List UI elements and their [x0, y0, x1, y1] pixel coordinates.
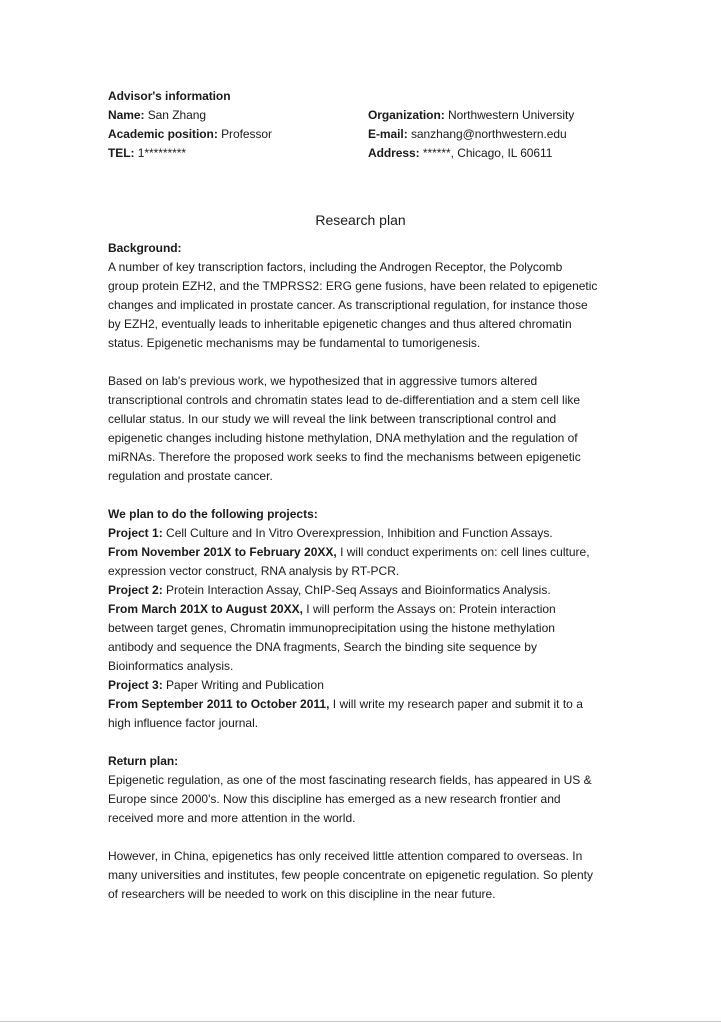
- project-1-title: Cell Culture and In Vitro Overexpression, Inhibition and Function Assays.: [162, 526, 553, 540]
- text-line: Europe since 2000's. Now this discipline has emerged as a new research frontier and: [108, 792, 561, 806]
- project-3-label: Project 3:: [108, 678, 163, 692]
- advisor-address: [368, 144, 552, 163]
- text-line: between target genes, Chromatin immunoprecipitation using the histone methylation: [108, 621, 555, 635]
- advisor-name-value: San Zhang: [144, 108, 206, 122]
- project-2-detail: I will perform the Assays on: Protein interaction: [302, 602, 556, 616]
- advisor-org-label: Organization:: [368, 108, 445, 122]
- return-paragraph-1: [108, 771, 608, 828]
- text-line: regulation and prostate cancer.: [108, 469, 273, 483]
- advisor-position-value: Professor: [217, 127, 272, 141]
- project-2-title: Protein Interaction Assay, ChIP-Seq Assays and Bioinformatics Analysis.: [162, 583, 551, 597]
- projects-heading: We plan to do the following projects:: [108, 507, 318, 521]
- return-paragraph-2: [108, 847, 608, 904]
- text-line: However, in China, epigenetics has only received little attention compared to overseas. In: [108, 849, 583, 863]
- advisor-email-label: E-mail:: [368, 127, 408, 141]
- return-heading: Return plan:: [108, 754, 179, 768]
- advisor-position: [108, 125, 272, 144]
- advisor-tel-label: TEL:: [108, 146, 135, 160]
- text-line: antibody and sequence the DNA fragments, Search the binding site sequence by: [108, 640, 537, 654]
- text-line: group protein EZH2, and the TMPRSS2: ERG gene fusions, have been related to epigenetic: [108, 279, 598, 293]
- advisor-address-value: ******, Chicago, IL 60611: [419, 146, 553, 160]
- text-line: by EZH2, eventually leads to inheritable epigenetic changes and thus altered chromatin: [108, 317, 572, 331]
- text-line: received more and more attention in the world.: [108, 811, 356, 825]
- project-1-schedule: [108, 543, 608, 562]
- project-2-time: From March 201X to August 20XX,: [108, 602, 303, 616]
- text-line: transcriptional controls and chromatin states lead to de-differentiation and a stem cell like: [108, 393, 581, 407]
- text-line: miRNAs. Therefore the proposed work seeks to find the mechanisms between epigenetic: [108, 450, 581, 464]
- advisor-org-value: Northwestern University: [444, 108, 575, 122]
- project-1-label: Project 1:: [108, 526, 163, 540]
- background-paragraph-1: [108, 258, 608, 353]
- text-line: expression vector construct, RNA analysis by RT-PCR.: [108, 564, 400, 578]
- page-title: Research plan: [315, 212, 406, 228]
- advisor-organization: [368, 106, 574, 125]
- text-line: status. Epigenetic mechanisms may be fundamental to tumorigenesis.: [108, 336, 481, 350]
- background-paragraph-2: [108, 372, 608, 486]
- advisor-name: [108, 106, 206, 125]
- project-1: [108, 524, 608, 543]
- text-line: Bioinformatics analysis.: [108, 659, 234, 673]
- project-2: [108, 581, 608, 600]
- advisor-heading: Advisor's information: [108, 89, 231, 103]
- project-2-schedule: [108, 600, 608, 619]
- text-line: cellular status. In our study we will reveal the link between transcriptional control and: [108, 412, 557, 426]
- project-2-label: Project 2:: [108, 583, 163, 597]
- background-heading: Background:: [108, 241, 182, 255]
- advisor-tel: [108, 144, 186, 163]
- advisor-name-label: Name:: [108, 108, 145, 122]
- advisor-position-label: Academic position:: [108, 127, 218, 141]
- advisor-address-label: Address:: [368, 146, 420, 160]
- project-1-time: From November 201X to February 20XX,: [108, 545, 337, 559]
- advisor-email-value: sanzhang@northwestern.edu: [407, 127, 567, 141]
- project-3-schedule: [108, 695, 608, 714]
- project-1-detail: I will conduct experiments on: cell lines culture,: [336, 545, 590, 559]
- project-3-detail: I will write my research paper and submit it to a: [329, 697, 583, 711]
- projects-section: [108, 505, 608, 733]
- text-line: epigenetic changes including histone methylation, DNA methylation and the regulation of: [108, 431, 578, 445]
- text-line: of researchers will be needed to work on this discipline in the near future.: [108, 887, 496, 901]
- advisor-tel-value: 1*********: [134, 146, 186, 160]
- project-3-time: From September 2011 to October 2011,: [108, 697, 330, 711]
- text-line: many universities and institutes, few people concentrate on epigenetic regulation. So plenty: [108, 868, 593, 882]
- text-line: Based on lab's previous work, we hypothesized that in aggressive tumors altered: [108, 374, 538, 388]
- text-line: high influence factor journal.: [108, 716, 259, 730]
- advisor-email: [368, 125, 567, 144]
- project-3: [108, 676, 608, 695]
- text-line: Epigenetic regulation, as one of the most fascinating research fields, has appeared in US &: [108, 773, 592, 787]
- text-line: changes and implicated in prostate cancer. As transcriptional regulation, for instance those: [108, 298, 588, 312]
- text-line: A number of key transcription factors, including the Androgen Receptor, the Polycomb: [108, 260, 563, 274]
- project-3-title: Paper Writing and Publication: [162, 678, 324, 692]
- page-bottom-divider: [0, 1021, 721, 1022]
